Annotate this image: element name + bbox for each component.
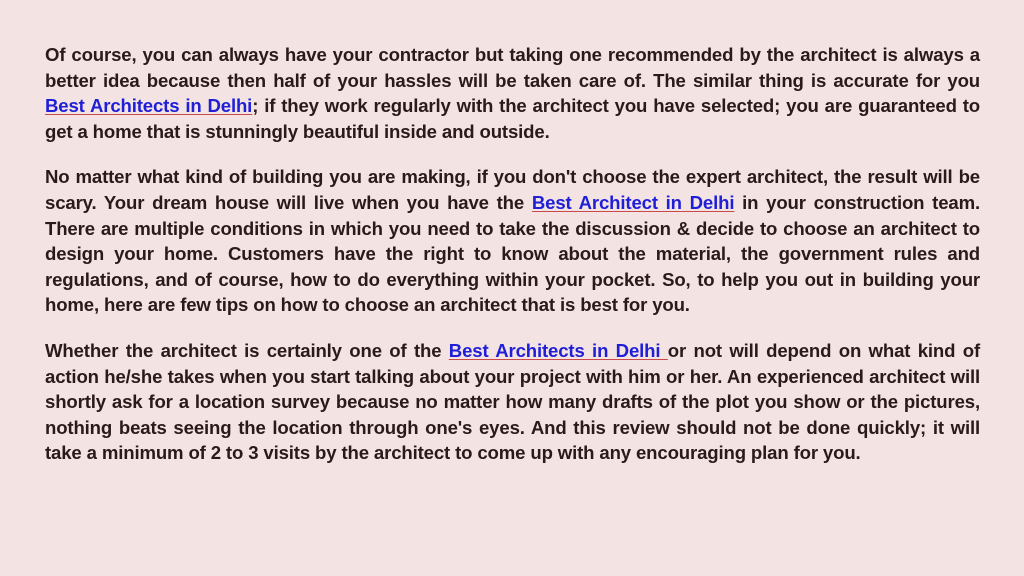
best-architects-link[interactable]: Best Architects in Delhi bbox=[45, 95, 253, 117]
best-architect-link[interactable]: Best Architect in Delhi bbox=[531, 191, 735, 213]
paragraph-text: No matter what kind of building you are making, if you don't choose the expert architect, the result will be scary. Your dream house will live when you have the bbox=[45, 166, 980, 213]
best-architects-link[interactable]: Best Architects in Delhi bbox=[448, 339, 668, 361]
paragraph-contractor bbox=[45, 42, 980, 144]
paragraph-text: ; if they work regularly with the architect you have selected; you are guaranteed to get a home that is stunningly beautiful inside and outside. bbox=[45, 95, 980, 142]
paragraph-location-survey bbox=[45, 338, 980, 466]
paragraph-text: or not will depend on what kind of action he/she takes when you start talking about your project with him or her. An experienced architect will shortly ask for a location survey because no matter how many drafts of the plot you show or the pictures, nothing beats seeing the location through one's eyes. And this review should not be done quickly; it will take a minimum of 2 to 3 visits by the architect to come up with any encouraging plan for you. bbox=[45, 339, 980, 464]
paragraph-text: Of course, you can always have your contractor but taking one recommended by the architect is always a better idea because then half of your hassles will be taken care of. The similar thing is accurate for you bbox=[45, 44, 980, 91]
paragraph-text: in your construction team. There are multiple conditions in which you need to take the discussion & decide to choose an architect to design your home. Customers have the right to know about the material, the government rules and regulations, and of course, how to do everything within your pocket. So, to help you out in building your home, here are few tips on how to choose an architect that is best for you. bbox=[45, 191, 980, 316]
paragraph-text: Whether the architect is certainly one of the bbox=[45, 339, 449, 361]
paragraph-expert-architect bbox=[45, 164, 980, 318]
